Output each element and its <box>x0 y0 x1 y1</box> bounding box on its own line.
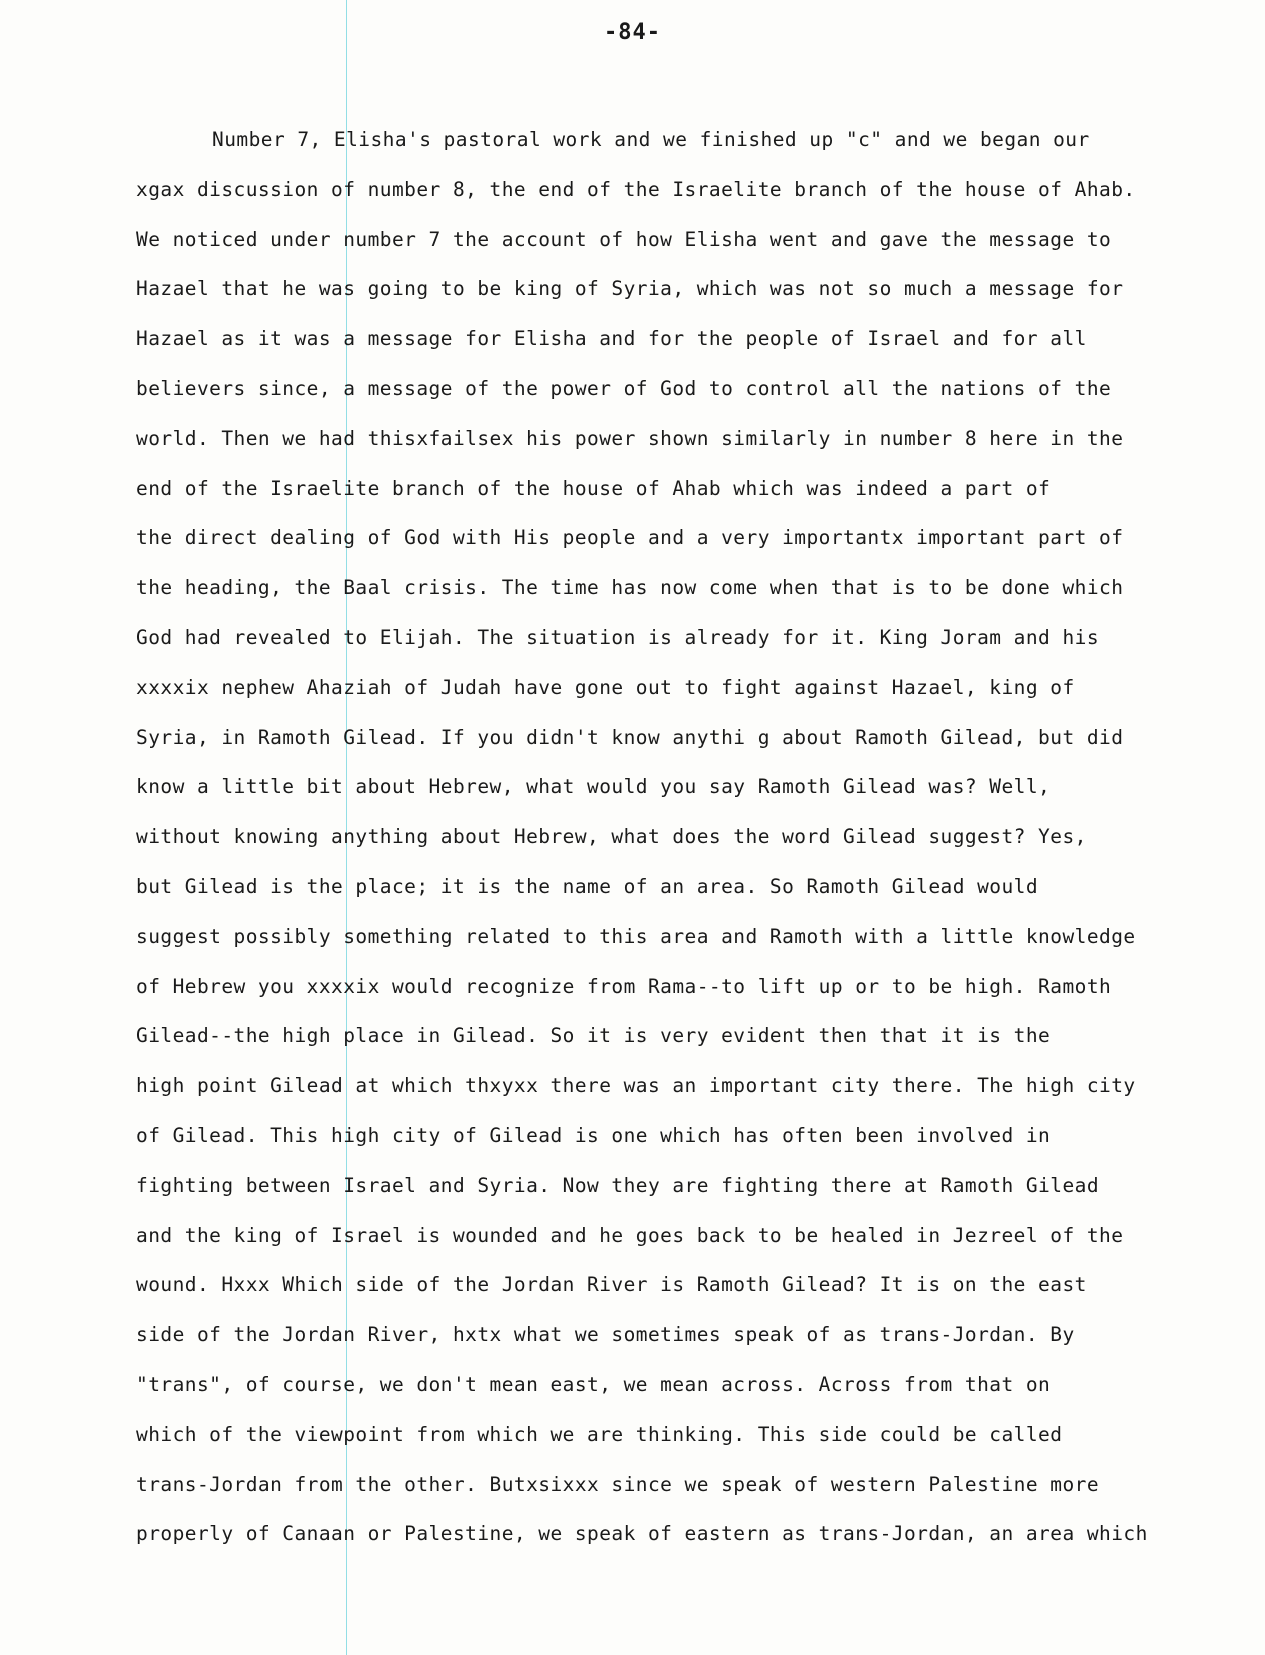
text-line: high point Gilead at which thxyxx there was an important city there. The high city <box>136 1074 1136 1098</box>
body-text <box>136 115 1191 1559</box>
text-line: xgax discussion of number 8, the end of the Israelite branch of the house of Ahab. <box>136 177 1136 201</box>
text-line: We noticed under number 7 the account of how Elisha went and gave the message to <box>136 227 1112 251</box>
text-line: trans-Jordan from the other. Butxsixxx since we speak of western Palestine more <box>136 1472 1100 1496</box>
text-line: Hazael as it was a message for Elisha and for the people of Israel and for all <box>136 327 1087 351</box>
text-line: of Gilead. This high city of Gilead is one which has often been involved in <box>136 1123 1051 1147</box>
text-line: God had revealed to Elijah. The situation is already for it. King Joram and his <box>136 625 1100 649</box>
text-line: wound. Hxxx Which side of the Jordan River is Ramoth Gilead? It is on the east <box>136 1273 1087 1297</box>
page-number: -84- <box>604 20 661 45</box>
text-line: without knowing anything about Hebrew, what does the word Gilead suggest? Yes, <box>136 825 1087 849</box>
text-line: the direct dealing of God with His people and a very importantx important part of <box>136 526 1124 550</box>
text-line: end of the Israelite branch of the house of Ahab which was indeed a part of <box>136 476 1051 500</box>
text-line: and the king of Israel is wounded and he goes back to be healed in Jezreel of the <box>136 1223 1124 1247</box>
text-line: which of the viewpoint from which we are thinking. This side could be called <box>136 1422 1063 1446</box>
text-line: xxxxix nephew Ahaziah of Judah have gone out to fight against Hazael, king of <box>136 675 1075 699</box>
text-line: side of the Jordan River, hxtx what we sometimes speak of as trans-Jordan. By <box>136 1323 1075 1347</box>
text-line: Syria, in Ramoth Gilead. If you didn't know anythi g about Ramoth Gilead, but did <box>136 725 1124 749</box>
text-line: know a little bit about Hebrew, what would you say Ramoth Gilead was? Well, <box>136 775 1051 799</box>
text-line: of Hebrew you xxxxix would recognize from Rama--to lift up or to be high. Ramoth <box>136 974 1112 998</box>
text-line: the heading, the Baal crisis. The time has now come when that is to be done which <box>136 576 1124 600</box>
text-line: but Gilead is the place; it is the name of an area. So Ramoth Gilead would <box>136 874 1039 898</box>
text-line: suggest possibly something related to this area and Ramoth with a little knowledge <box>136 924 1136 948</box>
text-line: Hazael that he was going to be king of Syria, which was not so much a message for <box>136 277 1124 301</box>
text-line: properly of Canaan or Palestine, we speak of eastern as trans-Jordan, an area which <box>136 1522 1148 1546</box>
text-line: Gilead--the high place in Gilead. So it is very evident then that it is the <box>136 1024 1051 1048</box>
text-line: fighting between Israel and Syria. Now they are fighting there at Ramoth Gilead <box>136 1173 1100 1197</box>
text-line: believers since, a message of the power of God to control all the nations of the <box>136 376 1112 400</box>
text-line: Number 7, Elisha's pastoral work and we finished up "c" and we began our <box>212 128 1090 151</box>
text-line: "trans", of course, we don't mean east, we mean across. Across from that on <box>136 1372 1051 1396</box>
text-line: world. Then we had thisxfailsex his power shown similarly in number 8 here in the <box>136 426 1124 450</box>
